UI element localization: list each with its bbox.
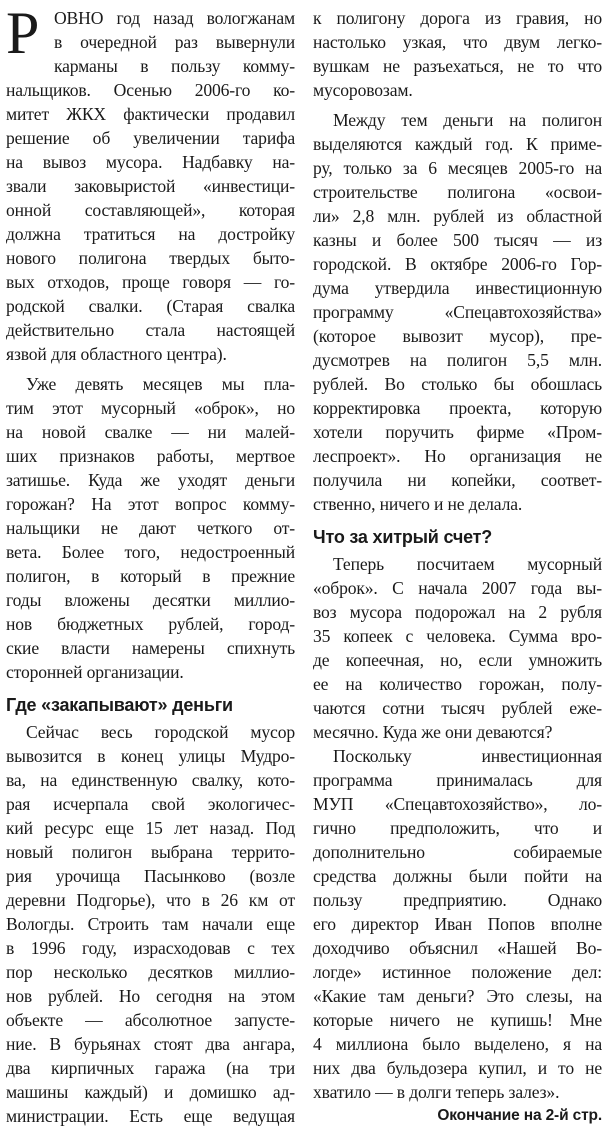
text-line: ее на количество горожан, полу- — [313, 674, 602, 694]
text-line: настолько узкая, что двум легко- — [313, 32, 602, 52]
text-line: карманы в пользу комму- — [54, 56, 295, 76]
text-line: на новой свалке — ни малей- — [6, 422, 295, 442]
text-line: (которое вывозит мусор), пре- — [313, 326, 602, 346]
text-line: которые ничего не купишь! Мне — [313, 1010, 602, 1030]
text-line: «Какие там деньги? Это слезы, на — [313, 986, 602, 1006]
text-line: сторонней организации. — [6, 662, 184, 682]
text-line: нов рублей. Но сегодня на этом — [6, 986, 295, 1006]
text-line: МУП «Спецавтохозяйство», ло- — [313, 794, 602, 814]
text-line: в очередной раз вывернули — [54, 32, 295, 52]
drop-cap: Р — [6, 0, 40, 66]
section-heading: Где «закапывают» деньги — [6, 695, 233, 715]
text-line: ру, только за 6 месяцев 2005-го на — [313, 158, 602, 178]
text-line: Поскольку инвестиционная — [333, 746, 602, 766]
text-line: строительстве полигона «освои- — [313, 182, 602, 202]
text-line: месячно. Куда же они деваются? — [313, 722, 553, 742]
text-line: в 1996 году, израсходовав с тех — [6, 938, 295, 958]
text-line: кий ресурс еще 15 лет назад. Под — [6, 818, 295, 838]
text-line: вушкам не разъехаться, не то что — [313, 56, 602, 76]
text-line: должна тратиться на достройку — [6, 224, 295, 244]
text-line: полигон, в который в прежние — [6, 566, 295, 586]
text-line: городской. В октябре 2006-го Гор- — [313, 254, 602, 274]
text-line: горожан? На этот вопрос комму- — [6, 494, 295, 514]
text-line: пользу предприятию. Однако — [313, 890, 602, 910]
text-line: Теперь посчитаем мусорный — [333, 554, 602, 574]
text-line: машины каждый) и домишко ад- — [6, 1082, 295, 1102]
text-line: митет ЖКХ фактически продавил — [6, 104, 295, 124]
text-line: логде» истинное положение дел: — [313, 962, 602, 982]
right-column — [313, 6, 602, 1128]
text-line: нов бюджетных рублей, город- — [6, 614, 295, 634]
text-line: хватило — в долги теперь залез». — [313, 1082, 560, 1102]
text-line: корректировка проекта, которую — [313, 398, 602, 418]
text-line: рия урочища Пасынково (возле — [6, 866, 295, 886]
text-line: ские власти намерены спихнуть — [6, 638, 295, 658]
text-line: нальщики не дают четкого от- — [6, 518, 295, 538]
text-line: тим этот мусорный «оброк», но — [6, 398, 295, 418]
text-line: новый полигон выбрана террито- — [6, 842, 295, 862]
text-line: ва, на единственную свалку, кото- — [6, 770, 295, 790]
text-line: министрации. Есть еще ведущая — [6, 1106, 295, 1126]
text-line: воз мусора подорожал на 2 рубля — [313, 602, 602, 622]
text-line: вета. Более того, недостроенный — [6, 542, 295, 562]
text-line: вых отходов, проще говоря — го- — [6, 272, 295, 292]
text-line: действительно стала настоящей — [6, 320, 295, 340]
continuation-note: Окончание на 2-й стр. — [437, 1107, 602, 1124]
text-line: нальщиков. Осенью 2006-го ко- — [6, 80, 295, 100]
text-line: 35 копеек с человека. Сумма вро- — [313, 626, 602, 646]
text-line: выделяются каждый год. К приме- — [313, 134, 602, 154]
text-line: дусмотрев на полигон 5,5 млн. — [313, 350, 602, 370]
text-line: 4 миллиона было выделено, я на — [313, 1034, 602, 1054]
left-column-text — [6, 0, 295, 1128]
text-line: Между тем деньги на полигон — [333, 110, 602, 130]
text-line: рая исчерпала свой экологичес- — [6, 794, 295, 814]
text-line: дума утвердила инвестиционную — [313, 278, 602, 298]
text-line: его директор Иван Попов вполне — [313, 914, 602, 934]
text-line: программу «Спецавтохозяйства» — [313, 302, 602, 322]
section-heading: Что за хитрый счет? — [313, 527, 493, 547]
text-line: программа принималась для — [313, 770, 602, 790]
text-line: затишье. Куда же уходят деньги — [6, 470, 295, 490]
text-line: дополнительно собираемые — [313, 842, 602, 862]
text-line: рублей. Во столько бы обошлась — [313, 374, 602, 394]
text-line: на вывоз мусора. Надбавку на- — [6, 152, 295, 172]
text-line: них два бульдозера купил, и то не — [313, 1058, 602, 1078]
left-column — [6, 0, 295, 1128]
text-line: объекте — абсолютное запусте- — [6, 1010, 295, 1030]
text-line: хотели поручить фирме «Пром- — [313, 422, 602, 442]
text-line: де копеечная, но, если умножить — [313, 650, 602, 670]
right-column-text — [313, 6, 602, 1128]
text-line: ли» 2,8 млн. рублей из областной — [313, 206, 602, 226]
text-line: ственно, ничего и не делала. — [313, 494, 523, 514]
text-line: гично предположить, что и — [313, 818, 602, 838]
text-line: онной составляющей», которая — [6, 200, 295, 220]
text-line: решение об увеличении тарифа — [6, 128, 295, 148]
text-line: родской свалки. (Старая свалка — [6, 296, 295, 316]
text-line: два кирпичных гаража (на три — [6, 1058, 295, 1078]
text-line: получила ни копейки, соответ- — [313, 470, 602, 490]
text-line: казны и более 500 тысяч — из — [313, 230, 602, 250]
text-line: средства должны были пойти на — [313, 866, 602, 886]
text-line: деревни Подгорье), что в 26 км от — [6, 890, 295, 910]
text-line: мусоровозам. — [313, 80, 413, 100]
text-line: ние. В бурьянах стоят два ангара, — [6, 1034, 295, 1054]
text-line: Вологды. Строить там начали еще — [6, 914, 295, 934]
text-line: доходчиво объяснил «Нашей Во- — [313, 938, 602, 958]
text-line: леспроект». Но организация не — [313, 446, 602, 466]
text-line: годы вложены десятки миллио- — [6, 590, 295, 610]
text-line: ОВНО год назад вологжанам — [54, 8, 295, 28]
text-line: нового полигона твердых быто- — [6, 248, 295, 268]
text-line: ших признаков работы, мертвое — [6, 446, 295, 466]
text-line: Сейчас весь городской мусор — [26, 722, 295, 742]
text-line: вывозится в конец улицы Мудро- — [6, 746, 295, 766]
text-line: звали заковыристой «инвестици- — [6, 176, 295, 196]
text-line: к полигону дорога из гравия, но — [313, 8, 602, 28]
text-line: язвой для областного центра). — [6, 344, 227, 364]
text-line: чаются сотни тысяч рублей еже- — [313, 698, 602, 718]
text-line: пор несколько десятков миллио- — [6, 962, 295, 982]
text-line: Уже девять месяцев мы пла- — [26, 374, 295, 394]
text-line: «оброк». С начала 2007 года вы- — [313, 578, 602, 598]
